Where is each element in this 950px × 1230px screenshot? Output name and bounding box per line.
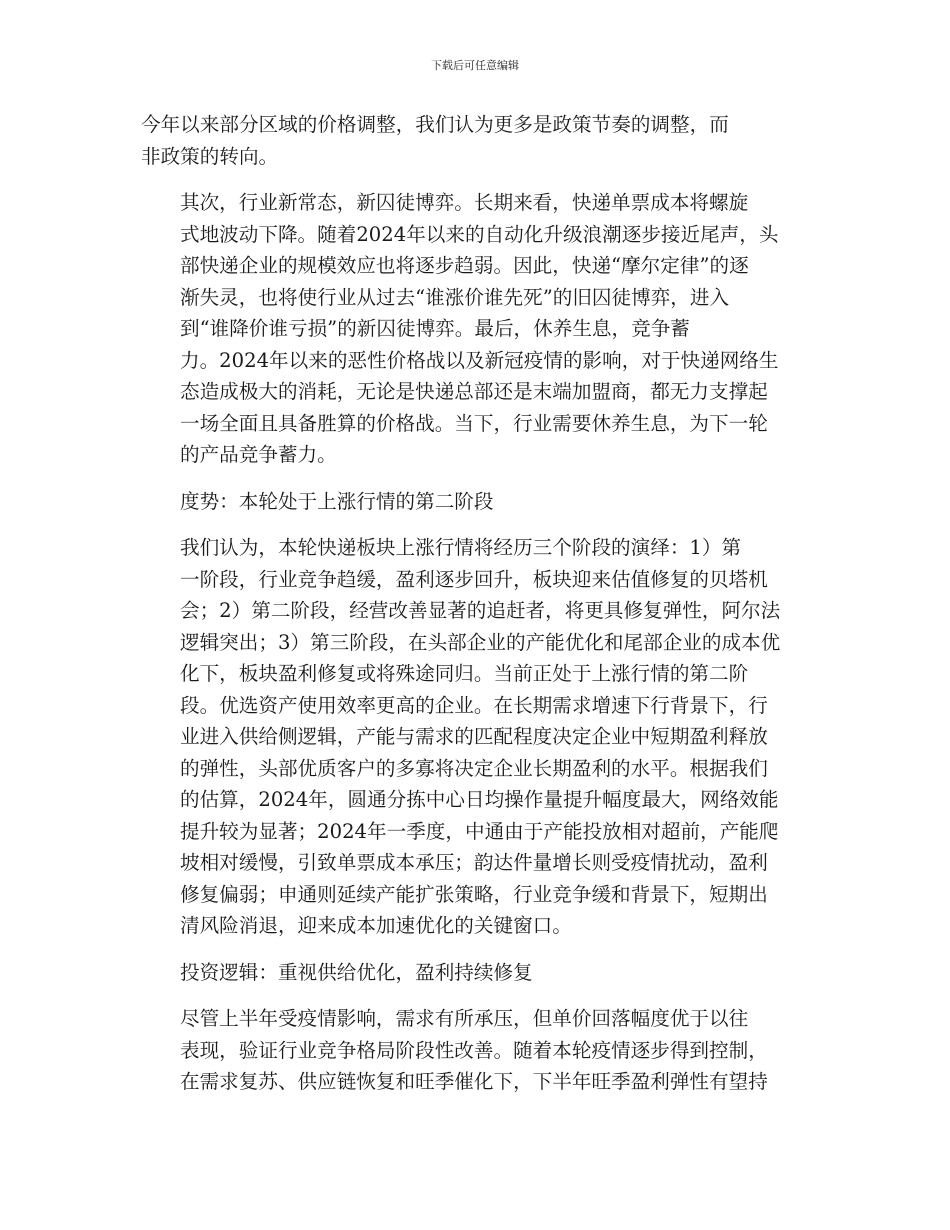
text-line: 清风险消退，迎来成本加速优化的关键窗口。 — [180, 914, 572, 937]
paragraph — [141, 109, 811, 172]
text-line: 尽管上半年受疫情影响，需求有所承压，但单价回落幅度优于以往 — [180, 1007, 749, 1030]
text-line: 修复偏弱；申通则延续产能扩张策略，行业竞争缓和背景下，短期出 — [180, 882, 768, 906]
text-line: 在需求复苏、供应链恢复和旺季催化下，下半年旺季盈利弹性有望持 — [180, 1070, 768, 1093]
text-line: 力。2024年以来的恶性价格战以及新冠疫情的影响，对于快递网络生 — [180, 348, 779, 372]
text-line: 部快递企业的规模效应也将逐步趋弱。因此，快递“摩尔定律”的逐 — [180, 254, 749, 277]
paragraph — [141, 1003, 811, 1098]
text-line: 投资逻辑：重视供给优化，盈利持续修复 — [180, 960, 533, 984]
text-line: 的估算，2024年，圆通分拣中心日均操作量提升幅度最大，网络效能 — [180, 788, 779, 811]
text-line: 逻辑突出；3）第三阶段，在头部企业的产能优化和尾部企业的成本优 — [180, 630, 781, 654]
document-body — [141, 109, 811, 1113]
text-line: 我们认为，本轮快递板块上涨行情将经历三个阶段的演绎：1）第 — [180, 536, 742, 559]
paragraph — [141, 532, 811, 942]
text-line: 到“谁降价谁亏损”的新囚徒博弈。最后，休养生息，竞争蓄 — [180, 317, 690, 340]
text-line: 非政策的转向。 — [141, 144, 279, 168]
text-line: 其次，行业新常态，新囚徒博弈。长期来看，快递单票成本将螺旋 — [180, 191, 749, 214]
text-line: 度势：本轮处于上涨行情的第二阶段 — [180, 489, 494, 513]
paragraph — [141, 187, 811, 471]
text-line: 态造成极大的消耗，无论是快递总部还是末端加盟商，都无力支撑起 — [180, 380, 768, 403]
text-line: 的弹性，头部优质客户的多寡将决定企业长期盈利的水平。根据我们 — [180, 756, 768, 780]
paragraph — [141, 957, 811, 989]
text-line: 渐失灵，也将使行业从过去“谁涨价谁先死”的旧囚徒博弈，进入 — [180, 285, 730, 309]
text-line: 的产品竞争蓄力。 — [180, 443, 337, 466]
paragraph — [141, 486, 811, 518]
text-line: 一场全面且具备胜算的价格战。当下，行业需要休养生息，为下一轮 — [180, 411, 768, 435]
text-line: 提升较为显著；2024年一季度，中通由于产能投放相对超前，产能爬 — [180, 819, 779, 843]
header-note: 下载后可任意编辑 — [431, 59, 519, 72]
text-line: 会；2）第二阶段，经营改善显著的追赶者，将更具修复弹性，阿尔法 — [180, 599, 781, 622]
text-line: 段。优选资产使用效率更高的企业。在长期需求增速下行背景下，行 — [180, 693, 768, 717]
text-line: 一阶段，行业竞争趋缓，盈利逐步回升，板块迎来估值修复的贝塔机 — [180, 567, 768, 591]
text-line: 式地波动下降。随着2024年以来的自动化升级浪潮逐步接近尾声，头 — [180, 222, 779, 246]
text-line: 业进入供给侧逻辑，产能与需求的匹配程度决定企业中短期盈利释放 — [180, 725, 768, 748]
text-line: 表现，验证行业竞争格局阶段性改善。随着本轮疫情逐步得到控制， — [180, 1038, 768, 1062]
text-line: 坡相对缓慢，引致单票成本承压；韵达件量增长则受疫情扰动，盈利 — [180, 851, 768, 874]
text-line: 化下，板块盈利修复或将殊途同归。当前正处于上涨行情的第二阶 — [180, 662, 749, 685]
text-line: 今年以来部分区域的价格调整，我们认为更多是政策节奏的调整，而 — [141, 113, 729, 136]
